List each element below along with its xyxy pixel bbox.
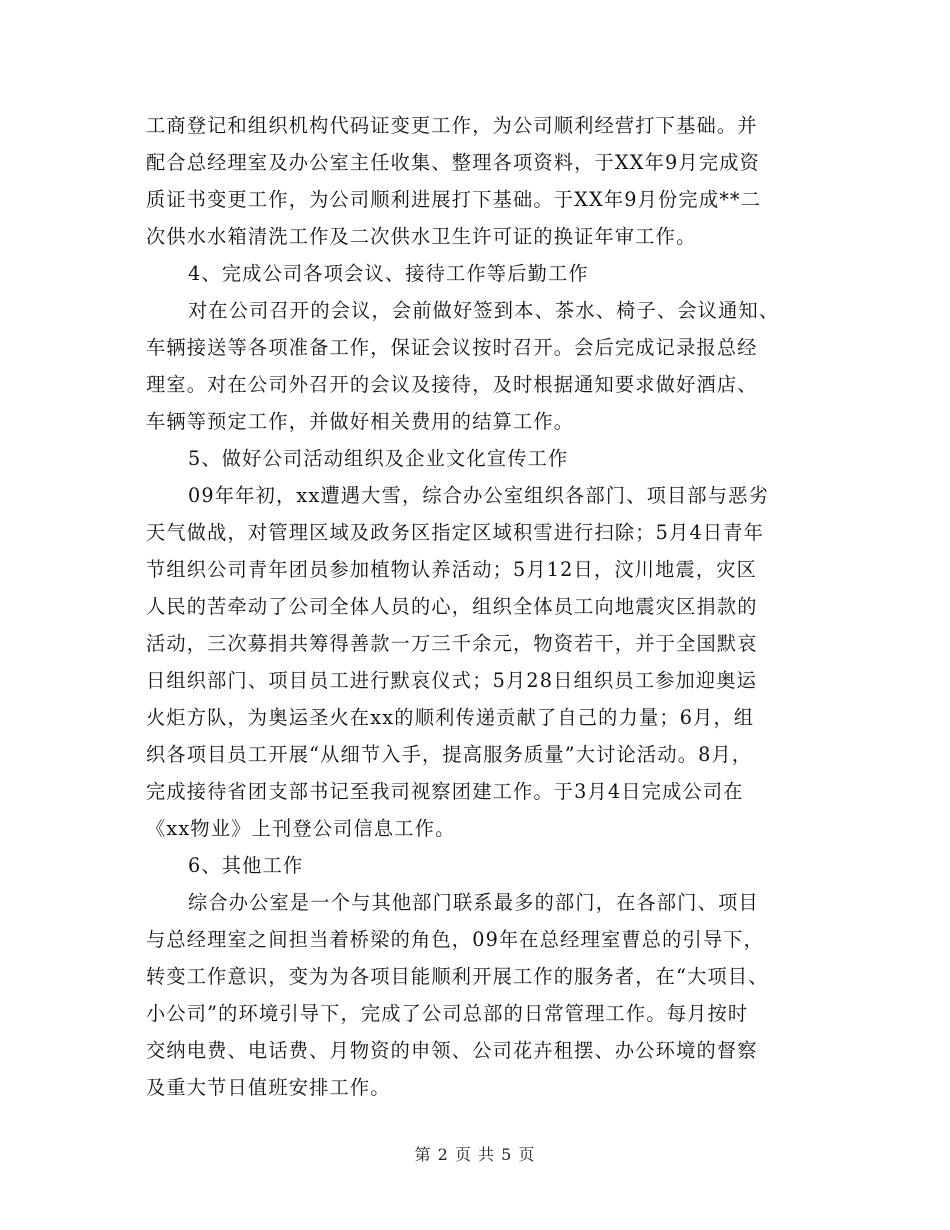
text-line: 活动，三次募捐共筹得善款一万三千余元，物资若干，并于全国默哀 [146,632,758,655]
text-line: 转变工作意识，变为为各项目能顺利开展工作的服务者，在“大项目、 [146,965,769,988]
text-line: 车辆等预定工作，并做好相关费用的结算工作。 [146,410,575,433]
text-line: 节组织公司青年团员参加植物认养活动；5月12日，汶川地震，灾区 [146,558,758,581]
text-line: 次供水水箱清洗工作及二次供水卫生许可证的换证年审工作。 [146,225,697,248]
text-line: 质证书变更工作，为公司顺利进展打下基础。于XX年9月份完成**二 [146,188,762,211]
text-line: 交纳电费、电话费、月物资的申领、公司花卉租摆、办公环境的督察 [146,1039,758,1062]
page-number-footer: 第 2 页 共 5 页 [414,1145,536,1164]
text-line: 日组织部门、项目员工进行默哀仪式；5月28日组织员工参加迎奥运 [146,669,758,692]
text-line: 综合办公室是一个与其他部门联系最多的部门，在各部门、项目 [188,891,759,914]
text-line: 与总经理室之间担当着桥梁的角色，09年在总经理室曹总的引导下， [146,928,765,951]
text-line: 对在公司召开的会议，会前做好签到本、茶水、椅子、会议通知、 [188,299,780,322]
text-line: 《xx物业》上刊登公司信息工作。 [146,817,456,840]
text-line: 及重大节日值班安排工作。 [146,1076,391,1099]
text-line: 小公司”的环境引导下，完成了公司总部的日常管理工作。每月按时 [146,1002,749,1025]
text-line: 完成接待省团支部书记至我司视察团建工作。于3月4日完成公司在 [146,780,744,803]
text-line: 工商登记和组织机构代码证变更工作，为公司顺利经营打下基础。并 [146,114,758,137]
section-heading: 6、其他工作 [188,854,304,877]
text-line: 织各项目员工开展“从细节入手，提高服务质量”大讨论活动。8月， [146,743,753,766]
text-line: 火炬方队，为奥运圣火在xx的顺利传递贡献了自己的力量；6月，组 [146,706,755,729]
text-line: 理室。对在公司外召开的会议及接待，及时根据通知要求做好酒店、 [146,373,758,396]
text-line: 人民的苦牵动了公司全体人员的心，组织全体员工向地震灾区捐款的 [146,595,758,618]
text-line: 天气做战，对管理区域及政务区指定区域积雪进行扫除；5月4日青年 [146,521,765,544]
text-line: 配合总经理室及办公室主任收集、整理各项资料，于XX年9月完成资 [146,151,760,174]
text-line: 车辆接送等各项准备工作，保证会议按时召开。会后完成记录报总经 [146,336,758,359]
section-heading: 4、完成公司各项会议、接待工作等后勤工作 [188,262,589,285]
section-heading: 5、做好公司活动组织及企业文化宣传工作 [188,447,569,470]
text-line: 09年年初，xx遭遇大雪，综合办公室组织各部门、项目部与恶劣 [188,484,769,507]
